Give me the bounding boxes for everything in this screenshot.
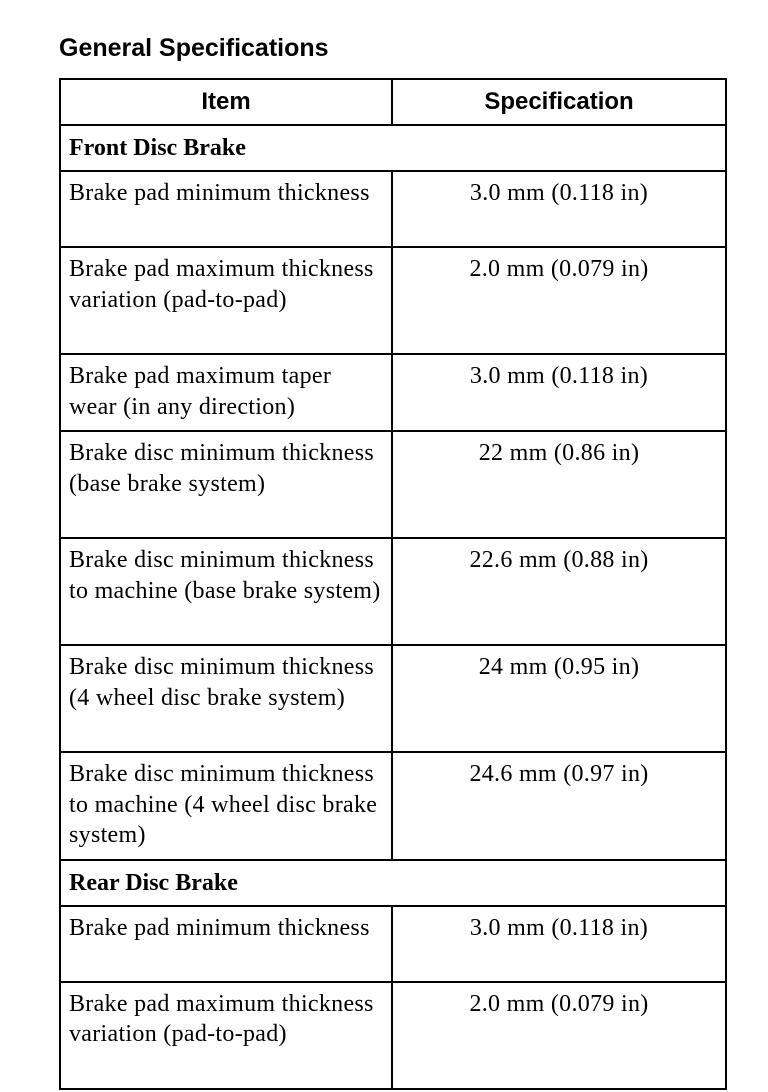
section-row-front-disc-brake [60, 125, 726, 171]
item-cell: Brake pad minimum thickness [60, 171, 392, 247]
table-row [60, 431, 726, 538]
table-row [60, 982, 726, 1089]
page-title: General Specifications [59, 34, 329, 62]
column-header-item: Item [60, 79, 392, 125]
table-row [60, 171, 726, 247]
item-cell: Brake pad maximum taper wear (in any direction) [60, 354, 392, 431]
specification-cell: 3.0 mm (0.118 in) [392, 354, 726, 431]
section-row-rear-disc-brake [60, 860, 726, 906]
section-title: Front Disc Brake [60, 125, 726, 171]
table-row [60, 247, 726, 354]
specification-cell: 24.6 mm (0.97 in) [392, 752, 726, 860]
table-header-row [60, 79, 726, 125]
specification-cell: 3.0 mm (0.118 in) [392, 906, 726, 982]
specification-cell: 2.0 mm (0.079 in) [392, 982, 726, 1089]
table-row [60, 538, 726, 645]
table-row [60, 906, 726, 982]
specification-cell: 22 mm (0.86 in) [392, 431, 726, 538]
item-cell: Brake disc minimum thickness (4 wheel disc brake system) [60, 645, 392, 752]
specification-cell: 22.6 mm (0.88 in) [392, 538, 726, 645]
item-cell: Brake pad maximum thickness variation (pad-to-pad) [60, 247, 392, 354]
specification-cell: 2.0 mm (0.079 in) [392, 247, 726, 354]
item-cell: Brake disc minimum thickness to machine (4 wheel disc brake system) [60, 752, 392, 860]
item-cell: Brake disc minimum thickness (base brake system) [60, 431, 392, 538]
item-cell: Brake pad maximum thickness variation (pad-to-pad) [60, 982, 392, 1089]
specifications-table [59, 78, 727, 1090]
item-cell: Brake pad minimum thickness [60, 906, 392, 982]
table-row [60, 752, 726, 860]
section-title: Rear Disc Brake [60, 860, 726, 906]
table-row [60, 354, 726, 431]
specification-cell: 24 mm (0.95 in) [392, 645, 726, 752]
item-cell: Brake disc minimum thickness to machine (base brake system) [60, 538, 392, 645]
specification-cell: 3.0 mm (0.118 in) [392, 171, 726, 247]
table-row [60, 645, 726, 752]
column-header-specification: Specification [392, 79, 726, 125]
